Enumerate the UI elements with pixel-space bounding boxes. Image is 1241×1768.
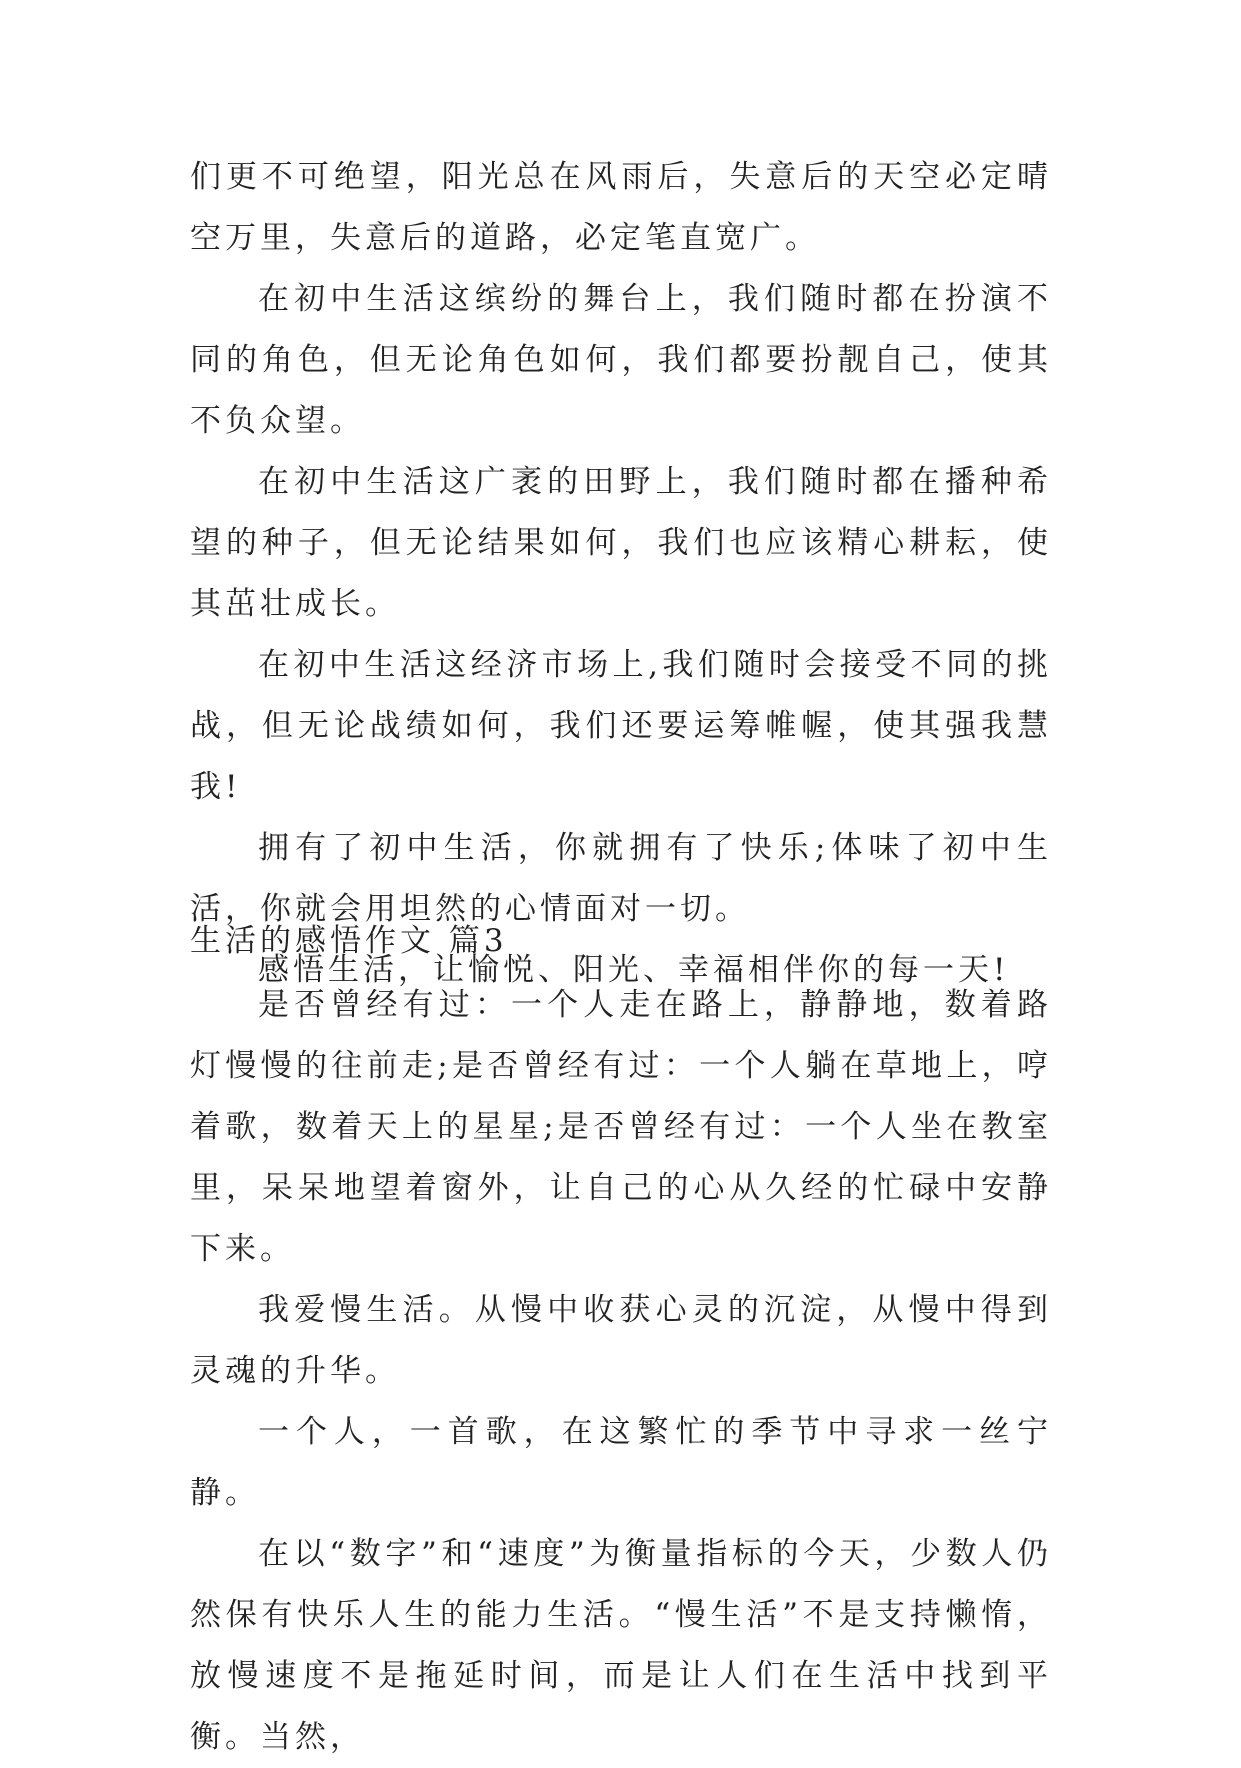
paragraph: 是否曾经有过：一个人走在路上，静静地，数着路灯慢慢的往前走;是否曾经有过：一个人躺在草地上，哼着歌，数着天上的星星;是否曾经有过：一个人坐在教室里，呆呆地望着窗外，让自己的心从久经的忙碌中安静下来。 [190,987,1052,1267]
paragraph: 拥有了初中生活，你就拥有了快乐;体味了初中生活，你就会用坦然的心情面对一切。 [190,830,1052,927]
paragraph: 们更不可绝望，阳光总在风雨后，失意后的天空必定晴空万里，失意后的道路，必定笔直宽广。 [190,159,1052,256]
paragraph: 一个人，一首歌，在这繁忙的季节中寻求一丝宁静。 [190,1414,1052,1511]
paragraph: 在初中生活这广袤的田野上，我们随时都在播种希望的种子，但无论结果如何，我们也应该精心耕耘，使其茁壮成长。 [190,464,1052,622]
paragraph: 我爱慢生活。从慢中收获心灵的沉淀，从慢中得到灵魂的升华。 [190,1292,1052,1389]
paragraph: 在初中生活这经济市场上,我们随时会接受不同的挑战，但无论战绩如何，我们还要运筹帷幄，使其强我慧我! [190,647,1052,805]
section-two-text [190,975,1052,1768]
paragraph: 在以“数字”和“速度”为衡量指标的今天，少数人仍然保有快乐人生的能力生活。“慢生活”不是支持懒惰，放慢速度不是拖延时间，而是让人们在生活中找到平衡。当然， [190,1536,1052,1755]
paragraph: 在初中生活这缤纷的舞台上，我们随时都在扮演不同的角色，但无论角色如何，我们都要扮靓自己，使其不负众望。 [190,281,1052,439]
paragraph: 感悟生活，让愉悦、阳光、幸福相伴你的每一天! [258,952,1010,988]
section-one-text [190,147,1052,1001]
section-heading: 生活的感悟作文 篇3 [190,923,508,959]
